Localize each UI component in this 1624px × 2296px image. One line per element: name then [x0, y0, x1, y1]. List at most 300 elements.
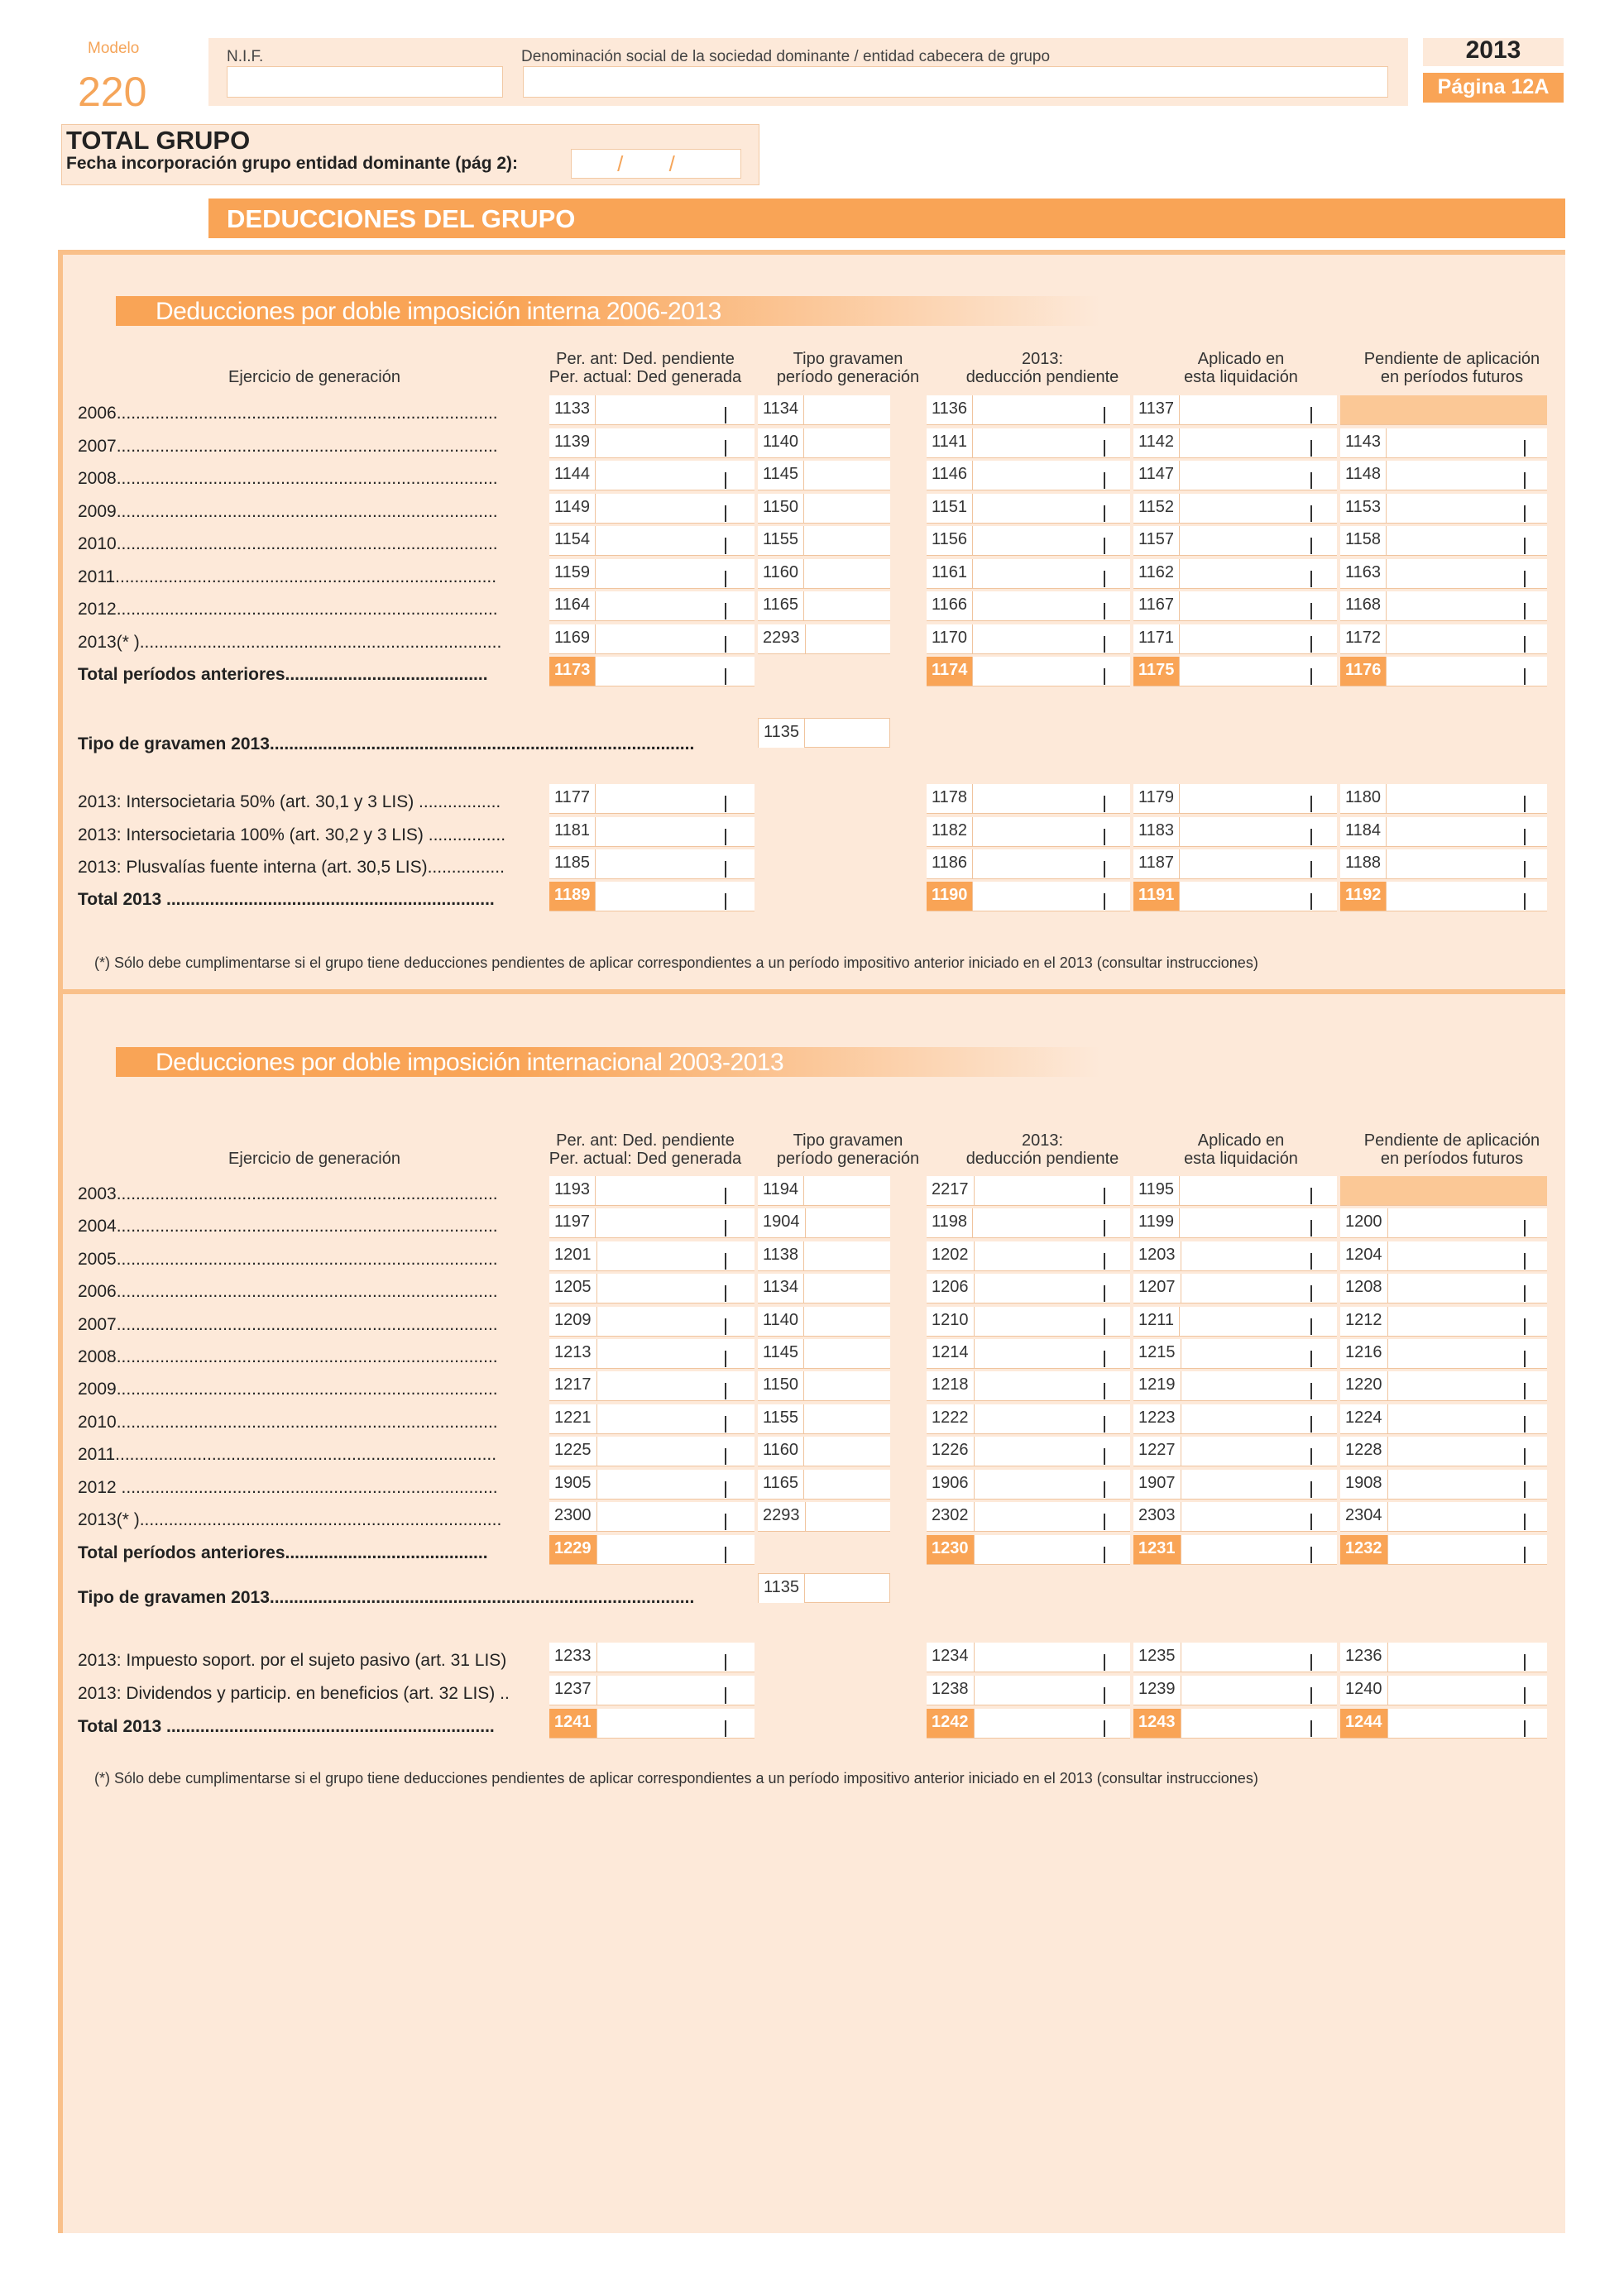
box-code: 1176 [1340, 657, 1387, 686]
amount-field-c2[interactable] [758, 624, 890, 654]
decimal-separator [1104, 1448, 1105, 1465]
box-code: 1208 [1340, 1274, 1388, 1303]
decimal-separator [1524, 829, 1526, 845]
amount-field-c2[interactable] [758, 1274, 890, 1303]
decimal-separator [725, 861, 726, 878]
decimal-separator [1524, 1351, 1526, 1367]
box-code: 1139 [549, 428, 596, 457]
amount-field-c5[interactable] [1340, 1274, 1547, 1303]
col-header-ejercicio: Ejercicio de generación [228, 368, 400, 386]
amount-field-c1[interactable] [549, 1643, 755, 1672]
box-code: 1195 [1133, 1176, 1180, 1205]
box-code: 1154 [549, 526, 596, 555]
amount-field-c4[interactable] [1133, 1307, 1337, 1337]
row-label: 2007............................................................................... [78, 436, 498, 456]
decimal-separator [725, 893, 726, 910]
decimal-separator [725, 505, 726, 522]
box-code: 1193 [549, 1176, 596, 1205]
box-code: 1152 [1133, 494, 1180, 523]
box-code: 1182 [927, 817, 973, 846]
row-label: 2009............................................................................... [78, 1380, 498, 1399]
decimal-separator [1524, 505, 1526, 522]
decimal-separator [725, 1481, 726, 1498]
amount-field-c1[interactable] [549, 1307, 755, 1337]
box-code: 1215 [1133, 1339, 1181, 1368]
decimal-separator [1524, 1654, 1526, 1671]
amount-field-c4[interactable] [1133, 1241, 1337, 1271]
amount-field-c3[interactable] [927, 1241, 1130, 1271]
box-code: 1156 [927, 526, 973, 555]
decimal-separator [725, 603, 726, 619]
decimal-separator [1524, 472, 1526, 489]
decimal-separator [1524, 1318, 1526, 1335]
amount-field-c1[interactable] [549, 395, 755, 425]
amount-field-c4[interactable] [1133, 1208, 1337, 1238]
box-code: 1160 [758, 559, 804, 588]
box-code: 1211 [1133, 1307, 1180, 1336]
row-label: 2013: Dividendos y particip. en beneficios (art. 32 LIS) .. [78, 1684, 510, 1703]
decimal-separator [1104, 1351, 1105, 1367]
decimal-separator [1524, 440, 1526, 457]
amount-field-c5[interactable] [1340, 657, 1547, 686]
amount-field-c4[interactable] [1133, 1643, 1337, 1672]
decimal-separator [1310, 668, 1312, 685]
row-label: 2011............................................................................... [78, 1445, 497, 1465]
decimal-separator [1310, 796, 1312, 812]
decimal-separator [1524, 1285, 1526, 1302]
amount-field-c1[interactable] [549, 591, 755, 621]
amount-field-c2[interactable] [758, 1307, 890, 1337]
decimal-separator [1104, 1253, 1105, 1270]
amount-field-c5[interactable] [1340, 1502, 1547, 1532]
col-header-aplicado-2: Aplicado en esta liquidación [1184, 1131, 1298, 1168]
page-badge: Página 12A [1423, 73, 1564, 103]
decimal-separator [725, 1285, 726, 1302]
decimal-separator [1524, 1514, 1526, 1530]
box-code: 1234 [927, 1643, 975, 1672]
amount-field-c5[interactable] [1340, 1437, 1547, 1466]
decimal-separator [1310, 1351, 1312, 1367]
table-row [0, 1533, 1624, 1565]
table-row [0, 782, 1624, 814]
box-code: 1204 [1340, 1241, 1388, 1270]
amount-field-c2[interactable] [758, 428, 890, 458]
box-code: 1155 [758, 1404, 804, 1433]
amount-field-c4[interactable] [1133, 1371, 1337, 1401]
amount-field-c4[interactable] [1133, 657, 1337, 686]
amount-field-c5[interactable] [1340, 882, 1547, 911]
box-code: 1239 [1133, 1676, 1181, 1705]
amount-field-c4[interactable] [1133, 1470, 1337, 1500]
decimal-separator [1524, 538, 1526, 554]
table-row [0, 1337, 1624, 1369]
year: 2013 [1465, 36, 1521, 64]
box-code: 1222 [927, 1404, 975, 1433]
amount-field-c1[interactable] [549, 1339, 755, 1369]
decimal-separator [1104, 440, 1105, 457]
amount-field-c4[interactable] [1133, 526, 1337, 556]
box-code: 1138 [758, 1241, 804, 1270]
amount-field-c5[interactable] [1340, 559, 1547, 589]
section1-note: (*) Sólo debe cumplimentarse si el grupo tiene deducciones pendientes de aplicar correspondientes a un período impositivo anterior iniciado en el 2013 (consultar instrucciones) [94, 954, 1258, 971]
amount-field-c5[interactable] [1340, 1676, 1547, 1705]
amount-field-c2[interactable] [758, 1176, 890, 1206]
amount-field-c1[interactable] [549, 1176, 755, 1206]
amount-field-c3[interactable] [927, 849, 1130, 879]
amount-field-c5[interactable] [1340, 849, 1547, 879]
amount-field-c3[interactable] [927, 1339, 1130, 1369]
box-code: 1142 [1133, 428, 1180, 457]
decimal-separator [725, 440, 726, 457]
amount-field-c3[interactable] [927, 657, 1130, 686]
amount-field-c1[interactable] [549, 817, 755, 847]
amount-field-c2[interactable] [758, 1371, 890, 1401]
box-code: 1218 [927, 1371, 975, 1400]
amount-field-c1[interactable] [549, 784, 755, 814]
box-code: 1213 [549, 1339, 597, 1368]
row-label: 2008............................................................................... [78, 1347, 498, 1366]
amount-field-c2[interactable] [758, 1339, 890, 1369]
total-grupo-title: TOTAL GRUPO [66, 126, 251, 155]
decimal-separator [1310, 1253, 1312, 1270]
amount-field-c4[interactable] [1133, 1176, 1337, 1206]
amount-field-c4[interactable] [1133, 591, 1337, 621]
amount-field-c1[interactable] [549, 1208, 755, 1238]
row-label: 2005............................................................................... [78, 1249, 498, 1269]
decimal-separator [1524, 1383, 1526, 1399]
decimal-separator [1310, 603, 1312, 619]
box-code: 1179 [1133, 784, 1180, 813]
box-code: 1186 [927, 849, 973, 878]
amount-field-c5[interactable] [1340, 591, 1547, 621]
amount-field-c5[interactable] [1340, 1535, 1547, 1565]
row-label: 2010............................................................................... [78, 1412, 498, 1432]
decimal-separator [1310, 505, 1312, 522]
decimal-separator [1310, 861, 1312, 878]
amount-field-c5[interactable] [1340, 1176, 1547, 1206]
amount-field-c2[interactable] [758, 461, 890, 490]
box-code: 1184 [1340, 817, 1387, 846]
amount-field-c3[interactable] [927, 1676, 1130, 1705]
amount-field-c1[interactable] [549, 428, 755, 458]
amount-field-c4[interactable] [1133, 494, 1337, 524]
table-row [0, 1707, 1624, 1739]
amount-field-c5[interactable] [1340, 817, 1547, 847]
amount-field-c4[interactable] [1133, 1274, 1337, 1303]
row-label: Total períodos anteriores.......................................... [78, 1543, 488, 1562]
amount-field-c2[interactable] [758, 1241, 890, 1271]
amount-field-c3[interactable] [927, 1176, 1130, 1206]
amount-field-c5[interactable] [1340, 395, 1547, 425]
decimal-separator [725, 1351, 726, 1367]
box-code: 1162 [1133, 559, 1180, 588]
amount-field-c5[interactable] [1340, 1339, 1547, 1369]
box-code: 1228 [1340, 1437, 1388, 1466]
amount-field-c4[interactable] [1133, 1437, 1337, 1466]
amount-field-c4[interactable] [1133, 1676, 1337, 1705]
amount-field-c1[interactable] [549, 526, 755, 556]
box-code: 1140 [758, 428, 804, 457]
decimal-separator [1524, 1416, 1526, 1433]
amount-field-c3[interactable] [927, 1437, 1130, 1466]
amount-field-c4[interactable] [1133, 849, 1337, 879]
box-code: 1166 [927, 591, 973, 620]
box-code: 1203 [1133, 1241, 1181, 1270]
row-label: 2013(* )........................................................................... [78, 632, 502, 652]
amount-field-c2[interactable] [758, 395, 890, 425]
box-code: 1226 [927, 1437, 975, 1466]
amount-field-c2[interactable] [758, 591, 890, 621]
table-row [0, 1468, 1624, 1500]
amount-field-c4[interactable] [1133, 559, 1337, 589]
box-code: 1201 [549, 1241, 597, 1270]
table-row [0, 1240, 1624, 1271]
box-code: 1221 [549, 1404, 597, 1433]
amount-field-c5[interactable] [1340, 784, 1547, 814]
amount-field-c1[interactable] [549, 559, 755, 589]
box-code: 1194 [758, 1176, 804, 1205]
amount-field-c4[interactable] [1133, 1709, 1337, 1739]
box-code: 1146 [927, 461, 973, 490]
amount-field-c4[interactable] [1133, 428, 1337, 458]
decimal-separator [1104, 1416, 1105, 1433]
modelo-label: Modelo [88, 40, 140, 57]
amount-field-c5[interactable] [1340, 526, 1547, 556]
amount-field-c4[interactable] [1133, 1404, 1337, 1434]
amount-field-c5[interactable] [1340, 494, 1547, 524]
box-code: 1136 [927, 395, 973, 424]
amount-field-c1[interactable] [549, 1709, 755, 1739]
decimal-separator [1104, 893, 1105, 910]
decimal-separator [725, 472, 726, 489]
decimal-separator [725, 1383, 726, 1399]
box-code: 1217 [549, 1371, 597, 1400]
amount-field-c1[interactable] [549, 657, 755, 686]
box-code: 1212 [1340, 1307, 1388, 1336]
amount-field-c4[interactable] [1133, 395, 1337, 425]
box-code: 1161 [927, 559, 973, 588]
amount-field-c1[interactable] [549, 1274, 755, 1303]
decimal-separator [725, 796, 726, 812]
amount-field-c2[interactable] [758, 1208, 890, 1238]
box-code: 1147 [1133, 461, 1180, 490]
box-code: 1183 [1133, 817, 1180, 846]
amount-field-c3[interactable] [927, 591, 1130, 621]
amount-field-c5[interactable] [1340, 1709, 1547, 1739]
box-code: 1244 [1340, 1709, 1388, 1738]
box-code: 1143 [1340, 428, 1387, 457]
decimal-separator [1310, 571, 1312, 587]
amount-field-c4[interactable] [1133, 1339, 1337, 1369]
amount-field-c1[interactable] [549, 1241, 755, 1271]
box-code: 1192 [1340, 882, 1387, 911]
amount-field-c3[interactable] [927, 494, 1130, 524]
amount-field-c1[interactable] [549, 461, 755, 490]
decimal-separator [1104, 829, 1105, 845]
decimal-separator [1524, 1448, 1526, 1465]
col-header-deduccion-pendiente-2: 2013: deducción pendiente [965, 1131, 1119, 1168]
table-row [0, 1674, 1624, 1705]
amount-field-c2[interactable] [758, 1502, 890, 1532]
amount-field-c4[interactable] [1133, 461, 1337, 490]
table-row [0, 848, 1624, 879]
amount-field-c1[interactable] [549, 882, 755, 911]
amount-field-c2[interactable] [758, 494, 890, 524]
decimal-separator [1524, 1253, 1526, 1270]
box-code: 1151 [927, 494, 973, 523]
decimal-separator [1104, 571, 1105, 587]
amount-field-c3[interactable] [927, 1404, 1130, 1434]
amount-field-c2[interactable] [758, 1437, 890, 1466]
decimal-separator [1104, 1383, 1105, 1399]
decimal-separator [1524, 603, 1526, 619]
decimal-separator [1104, 668, 1105, 685]
amount-field-c1[interactable] [549, 1404, 755, 1434]
amount-field-c4[interactable] [1133, 1535, 1337, 1565]
amount-field-c4[interactable] [1133, 1502, 1337, 1532]
table-row [0, 1370, 1624, 1401]
box-code: 1223 [1133, 1404, 1181, 1433]
amount-field-c2[interactable] [758, 559, 890, 589]
amount-field-c3[interactable] [927, 784, 1130, 814]
amount-field-c3[interactable] [927, 559, 1130, 589]
decimal-separator [1104, 1220, 1105, 1236]
amount-field-c1[interactable] [549, 1535, 755, 1565]
col-header-pendiente-futuros: Pendiente de aplicación en períodos futuros [1363, 350, 1540, 386]
row-label: 2013: Impuesto soport. por el sujeto pasivo (art. 31 LIS) [78, 1651, 507, 1670]
box-code: 1144 [549, 461, 596, 490]
amount-field-c5[interactable] [1340, 1241, 1547, 1271]
box-code: 1164 [549, 591, 596, 620]
amount-field-c2[interactable] [758, 526, 890, 556]
decimal-separator [1310, 1514, 1312, 1530]
amount-field-c1[interactable] [549, 1502, 755, 1532]
amount-field-c3[interactable] [927, 1208, 1130, 1238]
amount-field-c5[interactable] [1340, 428, 1547, 458]
amount-field-c5[interactable] [1340, 1307, 1547, 1337]
amount-field-c3[interactable] [927, 1709, 1130, 1739]
decimal-separator [725, 538, 726, 554]
table-row [0, 655, 1624, 686]
section2-title: Deducciones por doble imposición internacional 2003-2013 [116, 1047, 1100, 1077]
amount-field-c3[interactable] [927, 1643, 1130, 1672]
col-header-deduccion-pendiente: 2013: deducción pendiente [965, 350, 1119, 386]
amount-field-c1[interactable] [549, 1676, 755, 1705]
decimal-separator [725, 1547, 726, 1563]
box-code: 1237 [549, 1676, 597, 1705]
section1-tipo-field[interactable]: 1135 [758, 718, 890, 748]
amount-field-c3[interactable] [927, 624, 1130, 654]
denominacion-field[interactable] [523, 66, 1388, 98]
amount-field-c4[interactable] [1133, 817, 1337, 847]
section2-tipo-field[interactable]: 1135 [758, 1573, 890, 1603]
amount-field-c3[interactable] [927, 1535, 1130, 1565]
amount-field-c1[interactable] [549, 849, 755, 879]
amount-field-c3[interactable] [927, 1307, 1130, 1337]
row-label: 2007............................................................................... [78, 1314, 498, 1334]
panel-top-border [58, 250, 1565, 255]
box-code: 2302 [927, 1502, 975, 1531]
box-code: 1241 [549, 1709, 597, 1738]
amount-field-c1[interactable] [549, 1470, 755, 1500]
amount-field-c2[interactable] [758, 1470, 890, 1500]
table-row [0, 1641, 1624, 1672]
box-code: 1197 [549, 1208, 596, 1237]
decimal-separator [725, 1448, 726, 1465]
table-row [0, 1500, 1624, 1532]
box-code: 1160 [758, 1437, 804, 1466]
table-row [0, 880, 1624, 911]
amount-field-c4[interactable] [1133, 882, 1337, 911]
box-code: 1236 [1340, 1643, 1388, 1672]
amount-field-c5[interactable] [1340, 624, 1547, 654]
amount-field-c3[interactable] [927, 1371, 1130, 1401]
decimal-separator [725, 571, 726, 587]
amount-field-c5[interactable] [1340, 461, 1547, 490]
amount-field-c4[interactable] [1133, 784, 1337, 814]
amount-field-c5[interactable] [1340, 1470, 1547, 1500]
box-code: 1178 [927, 784, 973, 813]
amount-field-c3[interactable] [927, 428, 1130, 458]
amount-field-c1[interactable] [549, 624, 755, 654]
amount-field-c3[interactable] [927, 817, 1130, 847]
box-code: 1210 [927, 1307, 975, 1336]
table-row [0, 1272, 1624, 1303]
decimal-separator [1524, 796, 1526, 812]
amount-field-c3[interactable] [927, 526, 1130, 556]
box-code: 1224 [1340, 1404, 1388, 1433]
fecha-field[interactable]: / / [571, 149, 741, 179]
decimal-separator [1104, 538, 1105, 554]
amount-field-c2[interactable] [758, 1404, 890, 1434]
nif-label: N.I.F. [227, 48, 264, 65]
box-code: 1219 [1133, 1371, 1181, 1400]
decimal-separator [1104, 1687, 1105, 1704]
amount-field-c3[interactable] [927, 395, 1130, 425]
amount-field-c4[interactable] [1133, 624, 1337, 654]
row-label: 2013: Intersocietaria 50% (art. 30,1 y 3 LIS) ................. [78, 792, 501, 811]
amount-field-c3[interactable] [927, 1502, 1130, 1532]
amount-field-c5[interactable] [1340, 1371, 1547, 1401]
decimal-separator [1104, 1547, 1105, 1563]
box-code: 1908 [1340, 1470, 1388, 1499]
box-code: 1177 [549, 784, 596, 813]
box-code: 1187 [1133, 849, 1180, 878]
section1-title: Deducciones por doble imposición interna 2006-2013 [116, 296, 1100, 326]
amount-field-c1[interactable] [549, 494, 755, 524]
box-code: 1175 [1133, 657, 1180, 686]
box-code: 1150 [758, 1371, 804, 1400]
table-row [0, 557, 1624, 589]
box-code: 1207 [1133, 1274, 1181, 1303]
box-code: 1189 [549, 882, 596, 911]
amount-field-c5[interactable] [1340, 1643, 1547, 1672]
amount-field-c1[interactable] [549, 1371, 755, 1401]
box-code: 1153 [1340, 494, 1387, 523]
nif-field[interactable] [227, 66, 503, 98]
decimal-separator [1104, 861, 1105, 878]
amount-field-c3[interactable] [927, 1470, 1130, 1500]
decimal-separator [1104, 407, 1105, 423]
amount-field-c5[interactable] [1340, 1208, 1547, 1238]
amount-field-c3[interactable] [927, 1274, 1130, 1303]
amount-field-c3[interactable] [927, 461, 1130, 490]
amount-field-c1[interactable] [549, 1437, 755, 1466]
amount-field-c5[interactable] [1340, 1404, 1547, 1434]
row-label: 2013(* )........................................................................... [78, 1510, 502, 1529]
denominacion-label: Denominación social de la sociedad dominante / entidad cabecera de grupo [521, 48, 1051, 65]
amount-field-c3[interactable] [927, 882, 1130, 911]
